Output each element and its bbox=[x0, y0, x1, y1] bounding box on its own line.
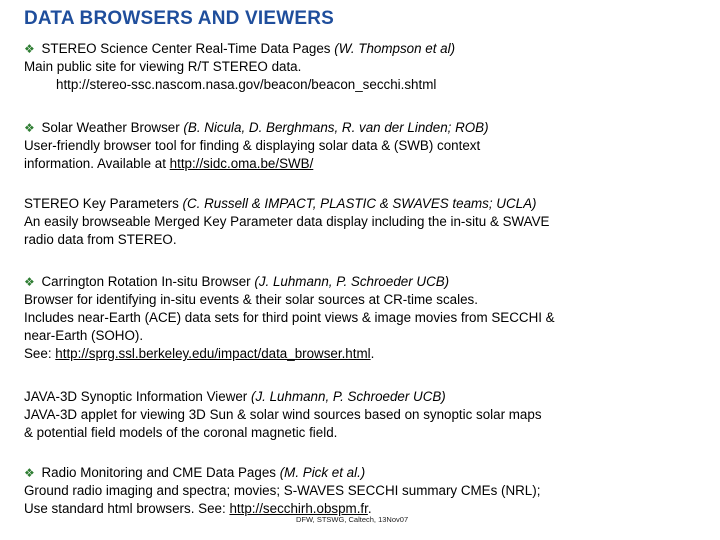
secchirh-link[interactable]: http://secchirh.obspm.fr bbox=[229, 501, 368, 516]
period: . bbox=[367, 501, 372, 516]
section-description: Main public site for viewing R/T STEREO data. bbox=[24, 59, 302, 74]
section-stereo-ssc bbox=[24, 40, 714, 94]
section-carrington-browser bbox=[24, 273, 714, 363]
footer-credit: DFW, STSWG, Caltech, 13Nov07 bbox=[296, 515, 409, 524]
section-key-parameters bbox=[24, 195, 714, 249]
section-heading: STEREO Key Parameters bbox=[24, 196, 179, 211]
period: . bbox=[370, 346, 375, 361]
section-authors: (M. Pick et al.) bbox=[279, 465, 366, 480]
section-description: Includes near-Earth (ACE) data sets for third point views & image movies from SECCHI & bbox=[24, 310, 555, 325]
section-heading: JAVA-3D Synoptic Information Viewer bbox=[24, 389, 248, 404]
section-authors: (J. Luhmann, P. Schroeder UCB) bbox=[254, 274, 450, 289]
section-radio-monitoring bbox=[24, 464, 714, 518]
see-label: See: bbox=[24, 346, 52, 361]
diamond-bullet-icon: ❖ bbox=[24, 121, 35, 135]
section-description: An easily browseable Merged Key Parameter data display including the in-situ & SWAVE bbox=[24, 214, 550, 229]
section-description: Browser for identifying in-situ events & their solar sources at CR-time scales. bbox=[24, 292, 478, 307]
section-description: near-Earth (SOHO). bbox=[24, 328, 144, 343]
section-heading: STEREO Science Center Real-Time Data Pages bbox=[41, 41, 331, 56]
section-heading: Radio Monitoring and CME Data Pages bbox=[41, 465, 276, 480]
section-authors: (C. Russell & IMPACT, PLASTIC & SWAVES teams; UCLA) bbox=[182, 196, 537, 211]
section-description: User-friendly browser tool for finding & displaying solar data & (SWB) context bbox=[24, 138, 481, 153]
section-description: JAVA-3D applet for viewing 3D Sun & solar wind sources based on synoptic solar maps bbox=[24, 407, 542, 422]
diamond-bullet-icon: ❖ bbox=[24, 275, 35, 289]
section-description: & potential field models of the coronal magnetic field. bbox=[24, 425, 338, 440]
page-title: DATA BROWSERS AND VIEWERS bbox=[24, 8, 335, 29]
section-solar-weather-browser bbox=[24, 119, 714, 173]
section-authors: (W. Thompson et al) bbox=[334, 41, 456, 56]
section-description: Ground radio imaging and spectra; movies; S-WAVES SECCHI summary CMEs (NRL); bbox=[24, 483, 541, 498]
diamond-bullet-icon: ❖ bbox=[24, 42, 35, 56]
section-authors: (J. Luhmann, P. Schroeder UCB) bbox=[251, 389, 446, 404]
section-description: radio data from STEREO. bbox=[24, 232, 177, 247]
section-authors: (B. Nicula, D. Berghmans, R. van der Linden; ROB) bbox=[183, 120, 489, 135]
section-java3d-viewer bbox=[24, 388, 714, 442]
swb-link[interactable]: http://sidc.oma.be/SWB/ bbox=[169, 156, 314, 171]
section-description-prefix: Use standard html browsers. See: bbox=[24, 501, 226, 516]
diamond-bullet-icon: ❖ bbox=[24, 466, 35, 480]
section-url[interactable]: http://stereo-ssc.nascom.nasa.gov/beacon/beacon_secchi.shtml bbox=[56, 77, 437, 92]
section-heading: Carrington Rotation In-situ Browser bbox=[41, 274, 251, 289]
data-browser-link[interactable]: http://sprg.ssl.berkeley.edu/impact/data_browser.html bbox=[55, 346, 371, 361]
section-description-prefix: information. Available at bbox=[24, 156, 166, 171]
section-heading: Solar Weather Browser bbox=[41, 120, 180, 135]
